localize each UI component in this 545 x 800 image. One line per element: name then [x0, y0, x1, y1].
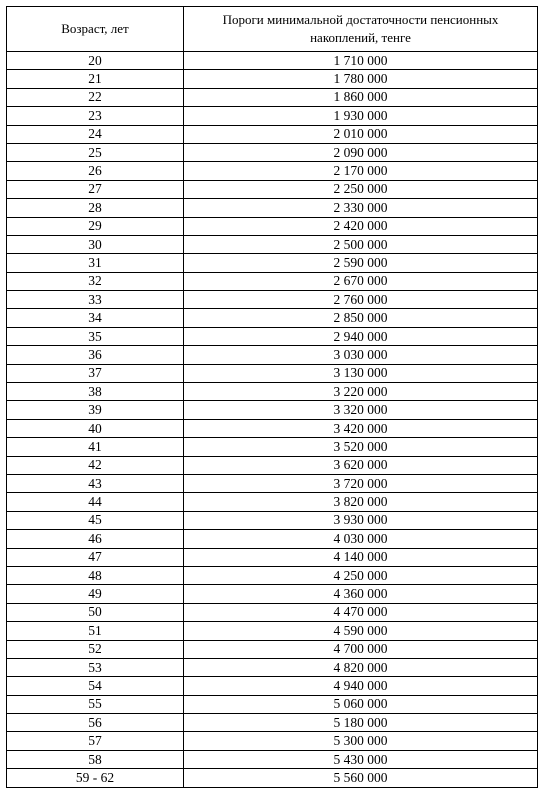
table-row — [7, 603, 538, 621]
threshold-value-cell: 2 250 000 — [184, 180, 538, 198]
threshold-value-cell: 4 140 000 — [184, 548, 538, 566]
age-cell: 37 — [7, 364, 184, 382]
age-cell: 40 — [7, 419, 184, 437]
age-cell: 20 — [7, 52, 184, 70]
age-cell: 24 — [7, 125, 184, 143]
threshold-value-cell: 2 420 000 — [184, 217, 538, 235]
threshold-value-cell: 1 860 000 — [184, 88, 538, 106]
table-row — [7, 107, 538, 125]
threshold-value-cell: 3 820 000 — [184, 493, 538, 511]
threshold-value-cell: 1 780 000 — [184, 70, 538, 88]
threshold-value-cell: 2 170 000 — [184, 162, 538, 180]
threshold-value-cell: 3 420 000 — [184, 419, 538, 437]
threshold-value-cell: 3 720 000 — [184, 474, 538, 492]
table-row — [7, 327, 538, 345]
threshold-value-cell: 3 320 000 — [184, 401, 538, 419]
threshold-value-cell: 1 930 000 — [184, 107, 538, 125]
threshold-value-cell: 4 470 000 — [184, 603, 538, 621]
age-cell: 59 - 62 — [7, 769, 184, 787]
threshold-value-cell: 4 590 000 — [184, 622, 538, 640]
table-row — [7, 769, 538, 787]
age-cell: 55 — [7, 695, 184, 713]
table-row — [7, 309, 538, 327]
table-row — [7, 346, 538, 364]
threshold-value-cell: 4 700 000 — [184, 640, 538, 658]
threshold-value-cell: 2 090 000 — [184, 143, 538, 161]
age-cell: 50 — [7, 603, 184, 621]
threshold-value-cell: 5 430 000 — [184, 750, 538, 768]
table-row — [7, 364, 538, 382]
table-row — [7, 566, 538, 584]
age-cell: 42 — [7, 456, 184, 474]
table-row — [7, 180, 538, 198]
age-cell: 47 — [7, 548, 184, 566]
age-cell: 43 — [7, 474, 184, 492]
age-cell: 28 — [7, 199, 184, 217]
age-cell: 26 — [7, 162, 184, 180]
table-row — [7, 125, 538, 143]
table-row — [7, 291, 538, 309]
threshold-value-cell: 3 030 000 — [184, 346, 538, 364]
threshold-column-header: Пороги минимальной достаточности пенсионных накоплений, тенге — [184, 7, 538, 52]
table-row — [7, 714, 538, 732]
age-cell: 34 — [7, 309, 184, 327]
table-row — [7, 474, 538, 492]
threshold-value-cell: 3 620 000 — [184, 456, 538, 474]
threshold-value-cell: 2 330 000 — [184, 199, 538, 217]
table-row — [7, 456, 538, 474]
table-row — [7, 217, 538, 235]
table-row — [7, 640, 538, 658]
threshold-value-cell: 3 930 000 — [184, 511, 538, 529]
table-row — [7, 199, 538, 217]
table-row — [7, 70, 538, 88]
threshold-value-cell: 2 500 000 — [184, 235, 538, 253]
threshold-value-cell: 2 760 000 — [184, 291, 538, 309]
age-cell: 29 — [7, 217, 184, 235]
age-cell: 56 — [7, 714, 184, 732]
header-row — [7, 7, 538, 52]
table-row — [7, 419, 538, 437]
table-row — [7, 88, 538, 106]
threshold-value-cell: 2 670 000 — [184, 272, 538, 290]
table-body — [7, 52, 538, 788]
table-row — [7, 511, 538, 529]
table-row — [7, 143, 538, 161]
table-row — [7, 585, 538, 603]
table-row — [7, 658, 538, 676]
age-cell: 31 — [7, 254, 184, 272]
age-cell: 45 — [7, 511, 184, 529]
threshold-value-cell: 5 180 000 — [184, 714, 538, 732]
threshold-value-cell: 2 850 000 — [184, 309, 538, 327]
table-row — [7, 438, 538, 456]
threshold-value-cell: 3 220 000 — [184, 383, 538, 401]
age-cell: 35 — [7, 327, 184, 345]
pension-threshold-table — [6, 6, 538, 788]
table-row — [7, 235, 538, 253]
age-cell: 54 — [7, 677, 184, 695]
age-cell: 23 — [7, 107, 184, 125]
threshold-value-cell: 5 060 000 — [184, 695, 538, 713]
table-row — [7, 750, 538, 768]
table-row — [7, 272, 538, 290]
threshold-value-cell: 3 520 000 — [184, 438, 538, 456]
age-cell: 39 — [7, 401, 184, 419]
table-row — [7, 530, 538, 548]
age-cell: 44 — [7, 493, 184, 511]
age-column-header: Возраст, лет — [7, 7, 184, 52]
age-cell: 41 — [7, 438, 184, 456]
threshold-value-cell: 4 030 000 — [184, 530, 538, 548]
age-cell: 49 — [7, 585, 184, 603]
age-cell: 32 — [7, 272, 184, 290]
age-cell: 52 — [7, 640, 184, 658]
age-cell: 57 — [7, 732, 184, 750]
age-cell: 58 — [7, 750, 184, 768]
table-row — [7, 622, 538, 640]
table-header — [7, 7, 538, 52]
age-cell: 30 — [7, 235, 184, 253]
threshold-value-cell: 4 820 000 — [184, 658, 538, 676]
age-cell: 48 — [7, 566, 184, 584]
table-row — [7, 732, 538, 750]
table-row — [7, 493, 538, 511]
age-cell: 33 — [7, 291, 184, 309]
threshold-value-cell: 4 360 000 — [184, 585, 538, 603]
age-cell: 36 — [7, 346, 184, 364]
age-cell: 46 — [7, 530, 184, 548]
table-row — [7, 383, 538, 401]
table-row — [7, 548, 538, 566]
age-cell: 21 — [7, 70, 184, 88]
threshold-value-cell: 3 130 000 — [184, 364, 538, 382]
age-cell: 25 — [7, 143, 184, 161]
age-cell: 22 — [7, 88, 184, 106]
age-cell: 51 — [7, 622, 184, 640]
threshold-value-cell: 4 940 000 — [184, 677, 538, 695]
table-row — [7, 52, 538, 70]
threshold-value-cell: 1 710 000 — [184, 52, 538, 70]
table-row — [7, 677, 538, 695]
threshold-value-cell: 5 300 000 — [184, 732, 538, 750]
threshold-value-cell: 2 010 000 — [184, 125, 538, 143]
table-row — [7, 401, 538, 419]
threshold-value-cell: 5 560 000 — [184, 769, 538, 787]
age-cell: 53 — [7, 658, 184, 676]
threshold-value-cell: 2 940 000 — [184, 327, 538, 345]
table-row — [7, 695, 538, 713]
threshold-value-cell: 4 250 000 — [184, 566, 538, 584]
threshold-value-cell: 2 590 000 — [184, 254, 538, 272]
age-cell: 38 — [7, 383, 184, 401]
age-cell: 27 — [7, 180, 184, 198]
table-row — [7, 162, 538, 180]
table-row — [7, 254, 538, 272]
